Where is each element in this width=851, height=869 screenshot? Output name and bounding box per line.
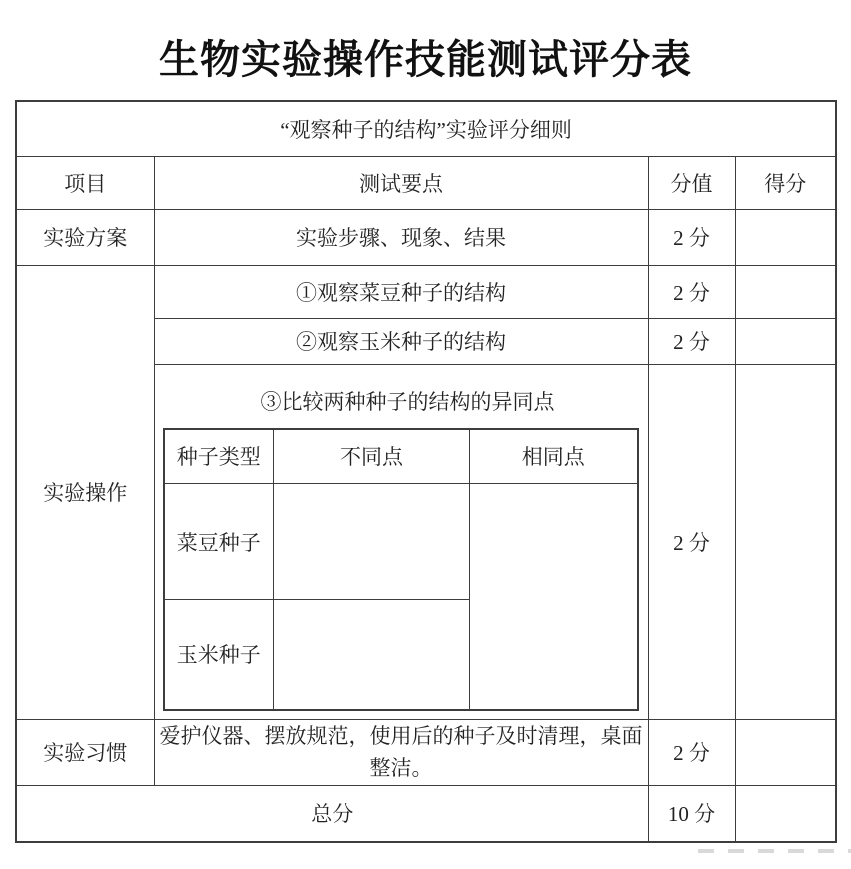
step1-score-cell (735, 265, 836, 318)
step3-points: ③比较两种种子的结构的异同点 (260, 389, 555, 414)
page-title: 生物实验操作技能测试评分表 (159, 38, 692, 82)
step1-value: 2 分 (648, 265, 735, 318)
corn-seed-label: 玉米种子 (164, 600, 274, 710)
col-header-item: 项目 (16, 156, 154, 209)
habit-item-label: 实验习惯 (16, 719, 154, 785)
step2-value: 2 分 (648, 318, 735, 364)
corn-differences-cell (274, 600, 470, 710)
col-header-score: 得分 (735, 156, 836, 209)
compare-header-differences: 不同点 (274, 429, 470, 484)
compare-header-seed-type: 种子类型 (164, 429, 274, 484)
score-table (15, 100, 837, 843)
col-header-value: 分值 (648, 156, 735, 209)
step3-points-cell (154, 364, 648, 719)
subtitle-row (16, 101, 836, 156)
header-row (16, 156, 836, 209)
habit-points: 爱护仪器、摆放规范，使用后的种子及时清理，桌面整洁。 (154, 719, 648, 785)
step1-points: ①观察菜豆种子的结构 (154, 265, 648, 318)
compare-header-similarities: 相同点 (470, 429, 638, 484)
operation-step1-row (16, 265, 836, 318)
plan-item-label: 实验方案 (16, 209, 154, 265)
step3-score-cell (735, 364, 836, 719)
bean-seed-label: 菜豆种子 (164, 484, 274, 600)
step2-points: ②观察玉米种子的结构 (154, 318, 648, 364)
step2-score-cell (735, 318, 836, 364)
habit-value: 2 分 (648, 719, 735, 785)
plan-score-cell (735, 209, 836, 265)
habit-score-cell (735, 719, 836, 785)
watermark-artifact (698, 849, 851, 853)
compare-header-row (164, 429, 638, 484)
plan-points: 实验步骤、现象、结果 (154, 209, 648, 265)
compare-row-bean (164, 484, 638, 600)
bean-differences-cell (274, 484, 470, 600)
plan-value: 2 分 (648, 209, 735, 265)
similarities-cell (470, 484, 638, 710)
operation-item-label: 实验操作 (16, 265, 154, 719)
plan-row (16, 209, 836, 265)
total-value: 10 分 (648, 785, 735, 842)
col-header-points: 测试要点 (154, 156, 648, 209)
total-row (16, 785, 836, 842)
total-score-cell (735, 785, 836, 842)
seed-compare-table (163, 428, 639, 711)
step3-value: 2 分 (648, 364, 735, 719)
total-label: 总分 (16, 785, 648, 842)
habit-row (16, 719, 836, 785)
table-subtitle: “观察种子的结构”实验评分细则 (16, 101, 836, 156)
